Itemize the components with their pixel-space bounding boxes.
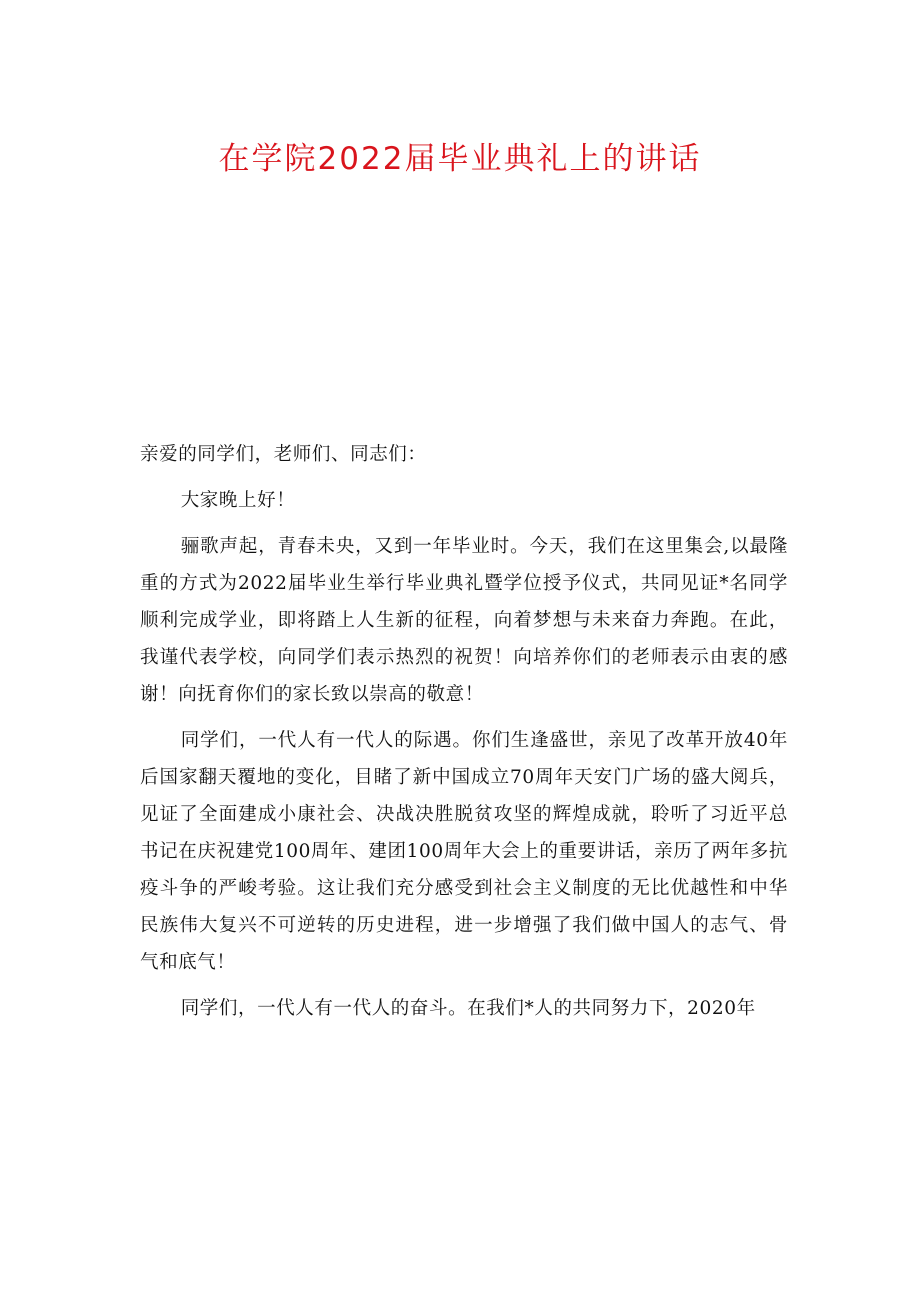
salutation: 亲爱的同学们，老师们、同志们：: [140, 444, 427, 465]
paragraph-greeting: 大家晚上好！: [180, 490, 296, 511]
paragraph-opening: 骊歌声起，青春未央，又到一年毕业时。今天，我们在这里集会,以最隆重的方式为2022届毕业生举行毕业典礼暨学位授予仪式，共同见证*名同学顺利完成学业，即将踏上人生新的征程，向着梦想与未来奋力奔跑。在此，我谨代表学校，向同学们表示热烈的祝贺！向培养你们的老师表示由衷的感谢！向抚育你们的家长致以崇高的敬意！: [140, 536, 788, 705]
paragraph-struggle: 同学们，一代人有一代人的奋斗。在我们*人的共同努力下，2020年: [180, 998, 756, 1019]
document-body: [140, 436, 788, 1036]
paragraph-era: 同学们，一代人有一代人的际遇。你们生逢盛世，亲见了改革开放40年后国家翻天覆地的变化，目睹了新中国成立70周年天安门广场的盛大阅兵，见证了全面建成小康社会、决战决胜脱贫攻坚的辉煌成就，聆听了习近平总书记在庆祝建党100周年、建团100周年大会上的重要讲话，亲历了两年多抗疫斗争的严峻考验。这让我们充分感受到社会主义制度的无比优越性和中华民族伟大复兴不可逆转的历史进程，进一步增强了我们做中国人的志气、骨气和底气！: [140, 730, 788, 973]
document-title: 在学院2022届毕业典礼上的讲话: [218, 141, 702, 177]
